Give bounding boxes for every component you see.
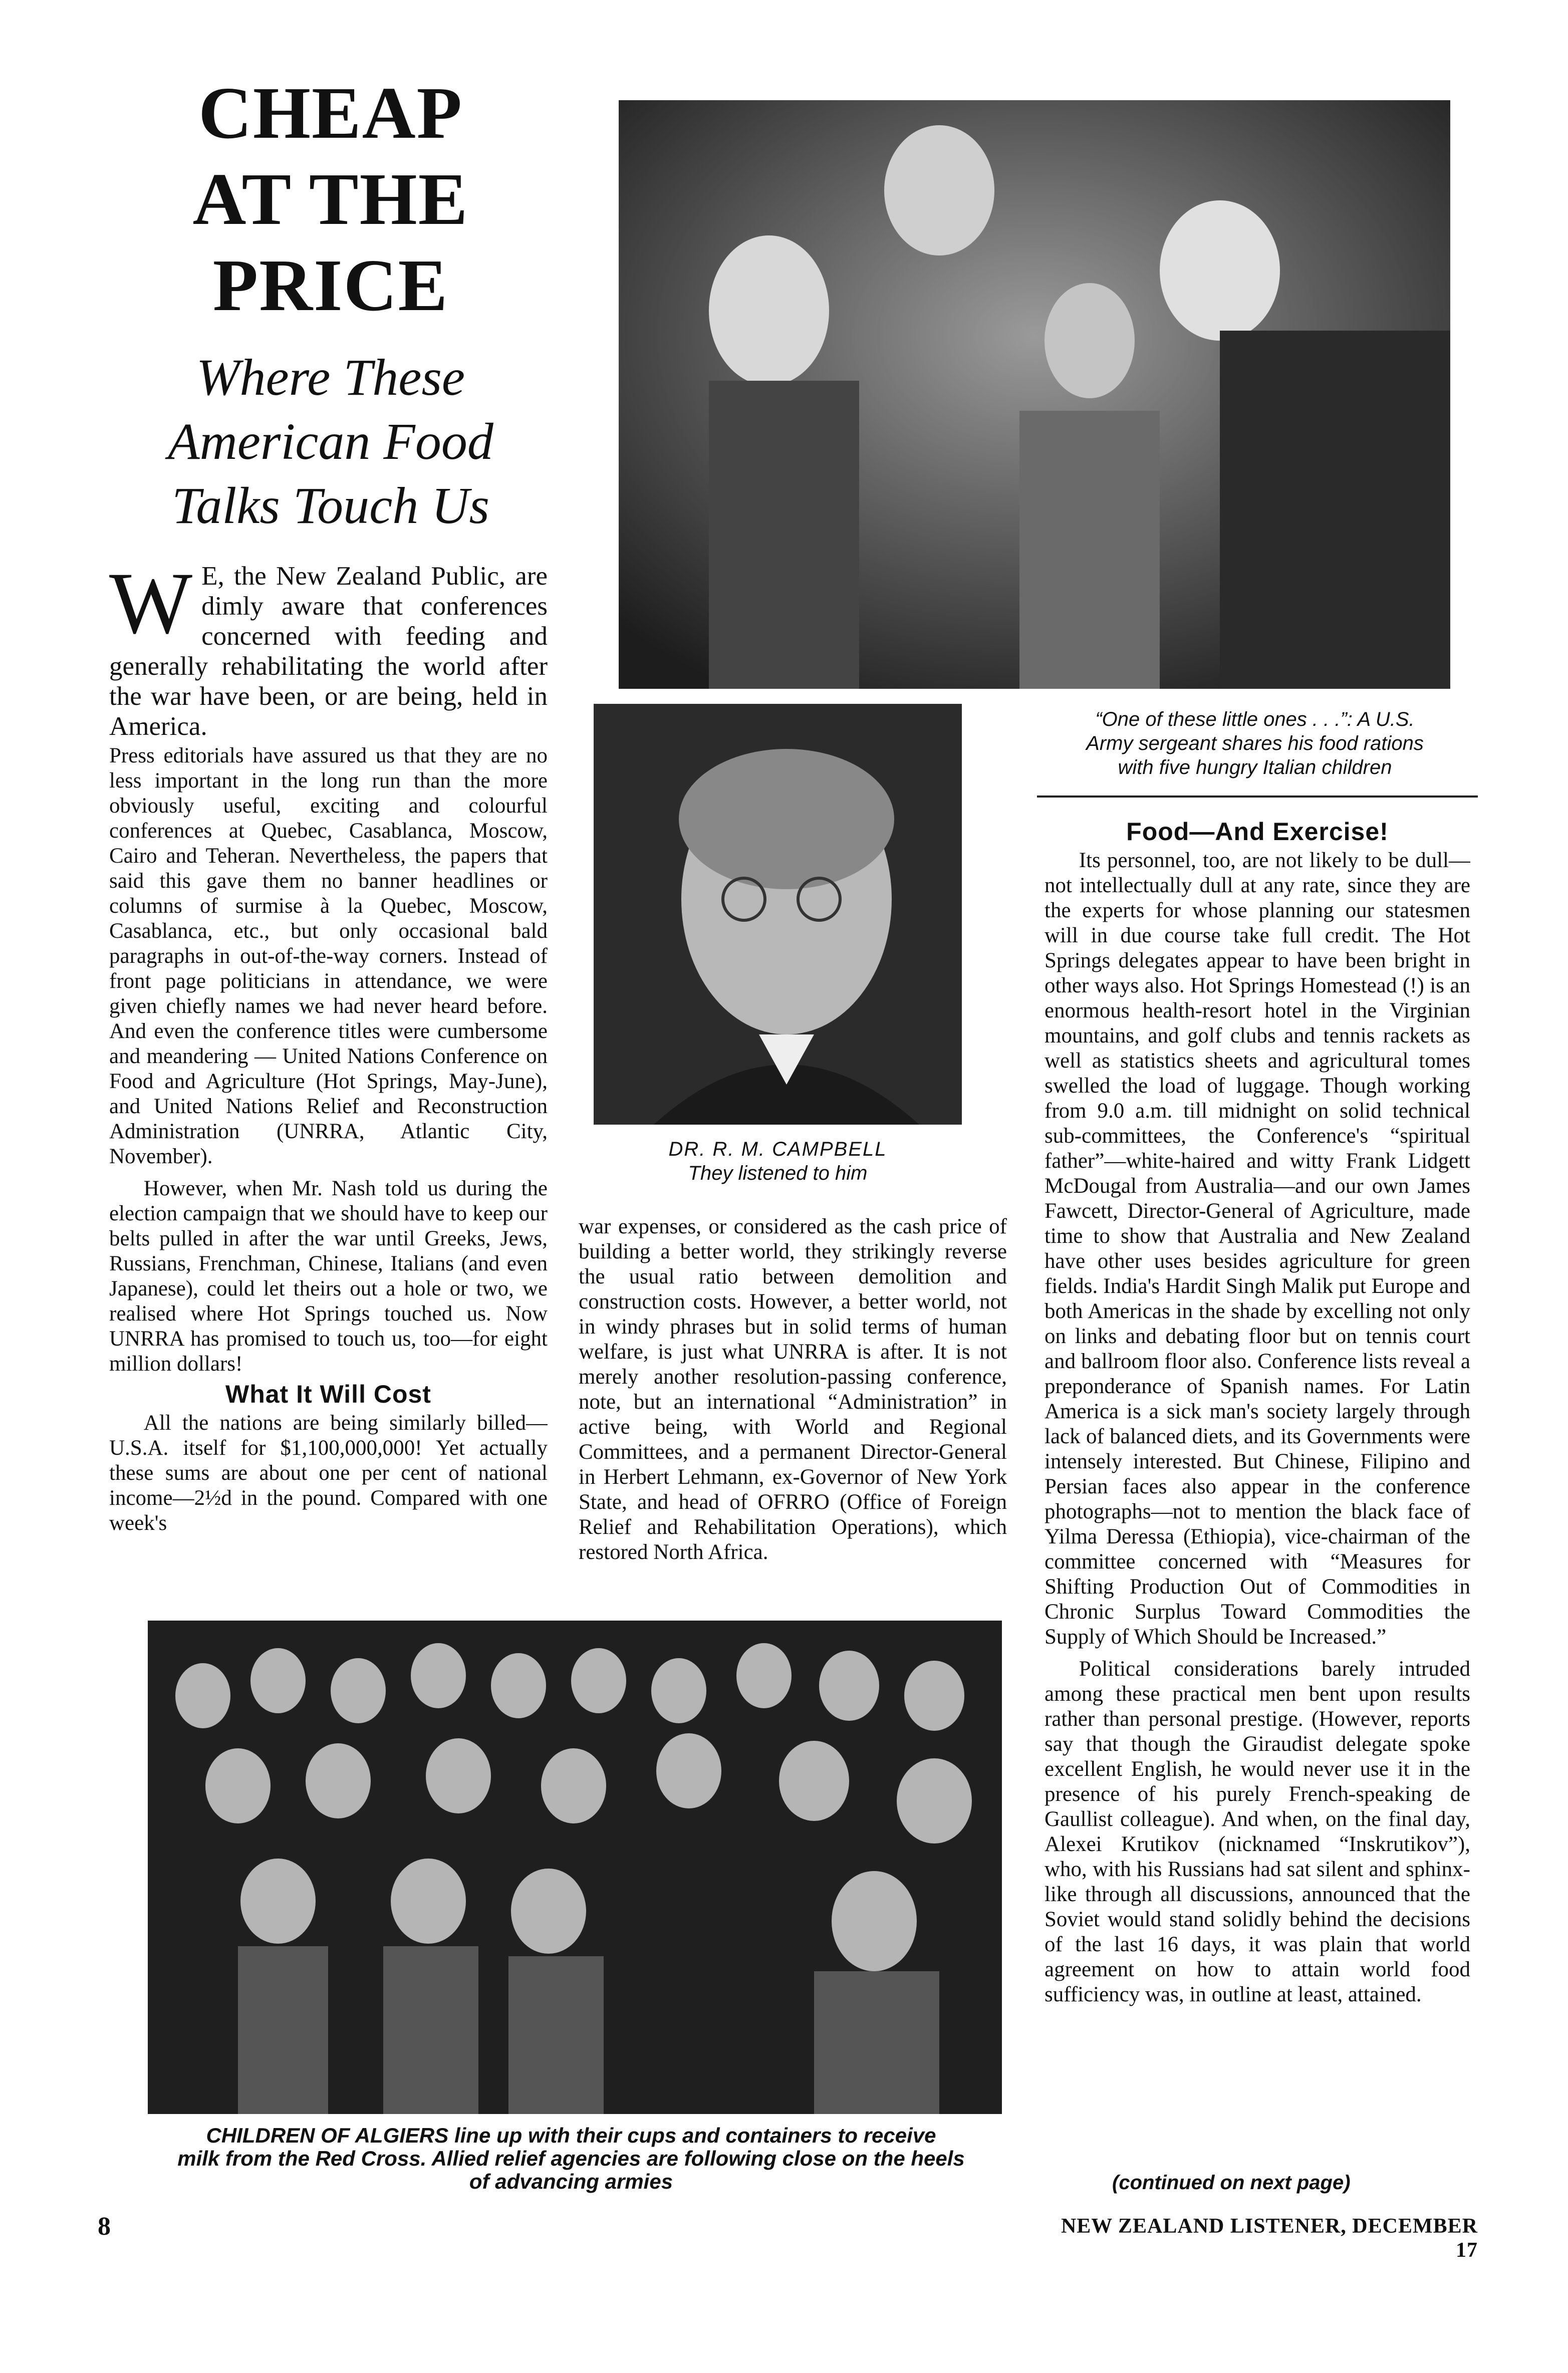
caption-bottom-line-3: of advancing armies [469, 2170, 673, 2193]
exercise-para-1: Its personnel, too, are not likely to be dull—not intellectually dull at any rate, since they are the experts for whose planning our statesmen will in due course take full credit. The Hot Springs delegates appear to have been bright in other ways also. Hot Springs Homestead (!) is an enormous health-resort hotel in the Virginian mountains, and golf clubs and tennis rackets as well as statistics sheets and agricultural tomes swelled the load of luggage. Though working from 9.0 a.m. till midnight on solid technical sub-committees, the Conference's “spiritual father”—white-haired and witty Frank Lidgett McDougal from Australia—and our own James Fawcett, Director-General of Agriculture, made time to show that Australia and New Zealand have other uses besides agriculture for green fields. India's Hardit Singh Malik put Europe and both Americas in the shade by excelling not only on links and debating floor but on tennis court and ballroom floor also. Conference lists reveal a preponderance of Spanish names. For Latin America is a sick man's society largely through lack of balanced diets, and its Governments were intensely interested. But Chinese, Filipino and Persian faces also appear in the conference photographs—not to mention the black face of Yilma Deressa (Ethiopia), vice-chairman of the committee concerned with “Measures for Shifting Production Out of Commodities in Chronic Surplus Toward Commodities the Supply of Which Should be Increased.” [1044, 849, 1470, 1649]
publication-footer: NEW ZEALAND LISTENER, DECEMBER 17 [1061, 2215, 1478, 2262]
caption-rule [1037, 796, 1478, 798]
intro-lead: E, the New Zealand Public, are dimly aware that conferences concerned with feeding and generally rehabilitating the world after the war have been, or are being, held in America. [109, 562, 548, 741]
caption-bottom-line-2: milk from the Red Cross. Allied relief agencies are following close on the heels [177, 2147, 965, 2170]
headline-line-1: CHEAP [198, 72, 463, 154]
page-number: 8 [98, 2212, 111, 2241]
subhead [90, 346, 571, 538]
photo-portrait-campbell [594, 704, 962, 1125]
subhead-line-1: Where These [196, 349, 465, 406]
portrait-caption-name: DR. R. M. CAMPBELL [668, 1138, 887, 1160]
exercise-para-2: Political considerations barely intruded among these practical men bent upon results rather than personal prestige. (However, reports say that though the Giraudist delegate spoke excellent English, he would never use it in the presence of his purely French-speaking de Gaullist colleague). And when, on the final day, Alexei Krutikov (nicknamed “Inskrutikov”), who, with his Russians had sat silent and sphinx-like through all discussions, announced that the Soviet would stand solidly behind the decisions of the last 16 days, it was plain that world agreement on how to attain world food sufficiency was, in outline at least, attained. [1044, 1657, 1470, 2006]
left-column [109, 561, 548, 1613]
continued-note: (continued on next page) [1112, 2172, 1351, 2194]
subhead-line-2: American Food [168, 413, 493, 470]
photo-soldier-children-image [619, 100, 1450, 689]
caption-top-line-1: “One of these little ones . . .”: A U.S. [1095, 708, 1415, 730]
photo-children-algiers [148, 1621, 1002, 2114]
photo-portrait-caption [594, 1137, 962, 1185]
caption-top-line-2: Army sergeant shares his food rations [1086, 732, 1424, 754]
section-heading-cost: What It Will Cost [225, 1380, 431, 1408]
caption-bottom-line-1: CHILDREN OF ALGIERS line up with their cups and containers to receive [206, 2124, 936, 2147]
photo-children-algiers-caption [120, 2124, 1022, 2193]
photo-portrait-image [594, 704, 962, 1125]
middle-column [579, 1214, 1007, 1615]
section-cost-text: All the nations are being similarly billed—U.S.A. itself for $1,100,000,000! Yet actually these sums are about one per cent of national income—2½d in the pound. Compared with one week's [109, 1411, 548, 1535]
portrait-caption-sub: They listened to him [688, 1162, 868, 1184]
photo-soldier-children [619, 100, 1450, 689]
intro-body: Press editorials have assured us that they are no less important in the long run than the more obviously useful, exciting and colourful conferences at Quebec, Casablanca, Moscow, Cairo and Teheran. Nevertheless, the papers that said this gave them no banner headlines or columns of surmise à la Quebec, Moscow, Casablanca, etc., but only occasional bald paragraphs in out-of-the-way corners. Instead of front page politicians in attendance, we were given chiefly names we had never heard before. And even the conference titles were cumbersome and meandering — United Nations Conference on Food and Agriculture (Hot Springs, May-June), and United Nations Relief and Reconstruction Administration (UNRRA, Atlantic City, November). [109, 744, 548, 1168]
photo-soldier-children-caption [1022, 707, 1488, 779]
headline-line-3: PRICE [212, 244, 449, 327]
headline [90, 70, 571, 329]
subhead-line-3: Talks Touch Us [172, 477, 489, 535]
headline-line-2: AT THE [192, 158, 469, 240]
middle-column-text: war expenses, or considered as the cash price of building a better world, they strikingly reverse the usual ratio between demolition and construction costs. However, a better world, not in windy phrases but in solid terms of human welfare, is just what UNRRA is after. It is not merely another resolution-passing conference, note, but an international “Administration” in active being, with World and Regional Committees, and a permanent Director-General in Herbert Lehmann, ex-Governor of New York State, and head of OFRRO (Office of Foreign Relief and Rehabilitation Operations), which restored North Africa. [579, 1215, 1007, 1564]
section-heading-exercise: Food—And Exercise! [1126, 819, 1389, 846]
caption-top-line-3: with five hungry Italian children [1118, 756, 1392, 778]
right-column [1044, 819, 1470, 2187]
intro-lead-block [109, 561, 548, 741]
dropcap: W [109, 561, 193, 652]
intro-para-2: However, when Mr. Nash told us during the election campaign that we should have to keep our belts pulled in after the war until Greeks, Jews, Russians, Frenchman, Chinese, Italians (and even Japanese), could let theirs out a hole or two, we realised where Hot Springs touched us. Now UNRRA has promised to touch us, too—for eight million dollars! [109, 1177, 548, 1376]
photo-children-algiers-image [148, 1621, 1002, 2114]
